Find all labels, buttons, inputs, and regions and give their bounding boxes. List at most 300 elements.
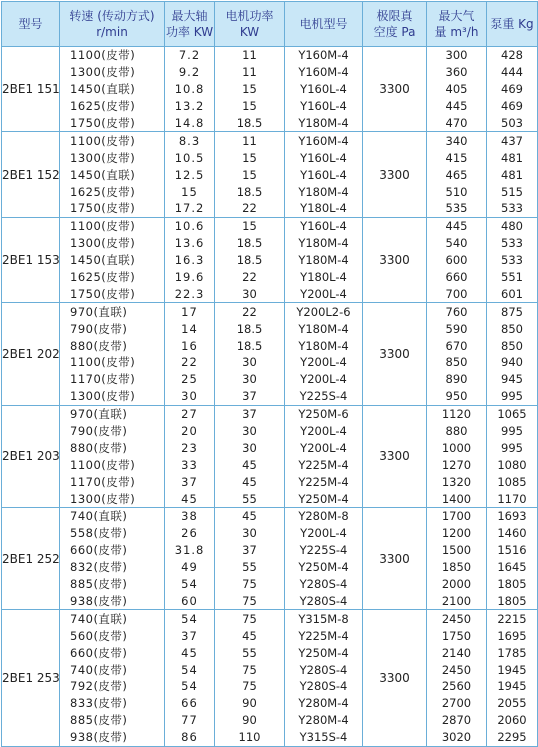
- shaft-cell: 22.3: [165, 285, 215, 302]
- header-flow: 最大气 量 m³/h: [427, 2, 487, 47]
- weight-cell: 1065: [487, 405, 538, 422]
- shaft-cell: 38: [165, 508, 215, 525]
- motor-cell: Y160L-4: [285, 98, 363, 115]
- power-cell: 15: [215, 98, 285, 115]
- power-cell: 37: [215, 405, 285, 422]
- power-cell: 18.5: [215, 235, 285, 252]
- flow-cell: 2000: [427, 576, 487, 593]
- motor-cell: Y180M-4: [285, 183, 363, 200]
- shaft-cell: 14.8: [165, 115, 215, 132]
- power-cell: 90: [215, 712, 285, 729]
- weight-cell: 480: [487, 217, 538, 234]
- vacuum-cell: 3300: [363, 610, 427, 746]
- motor-cell: Y250M-4: [285, 559, 363, 576]
- flow-cell: 300: [427, 47, 487, 64]
- shaft-cell: 20: [165, 423, 215, 440]
- table-row: [2, 644, 538, 661]
- flow-cell: 465: [427, 166, 487, 183]
- speed-cell: 1170(皮带): [60, 371, 165, 388]
- speed-cell: 740(皮带): [60, 661, 165, 678]
- table-row: [2, 456, 538, 473]
- vacuum-cell: 3300: [363, 47, 427, 132]
- speed-cell: 1100(皮带): [60, 354, 165, 371]
- motor-cell: Y225M-4: [285, 627, 363, 644]
- motor-cell: Y180L-4: [285, 200, 363, 217]
- header-model: 型号: [2, 2, 60, 47]
- header-motor-model: 电机型号: [285, 2, 363, 47]
- power-cell: 45: [215, 508, 285, 525]
- vacuum-cell: 3300: [363, 217, 427, 302]
- table-row: [2, 320, 538, 337]
- power-cell: 37: [215, 542, 285, 559]
- weight-cell: 1805: [487, 576, 538, 593]
- table-row: [2, 405, 538, 422]
- table-row: [2, 354, 538, 371]
- model-cell: 2BE1 151: [2, 47, 60, 132]
- table-row: [2, 525, 538, 542]
- shaft-cell: 19.6: [165, 269, 215, 286]
- table-row: [2, 576, 538, 593]
- flow-cell: 2450: [427, 610, 487, 627]
- shaft-cell: 7.2: [165, 47, 215, 64]
- speed-cell: 832(皮带): [60, 559, 165, 576]
- motor-cell: Y200L2-6: [285, 303, 363, 320]
- vacuum-cell: 3300: [363, 303, 427, 405]
- table-row: [2, 81, 538, 98]
- flow-cell: 405: [427, 81, 487, 98]
- flow-cell: 670: [427, 337, 487, 354]
- speed-cell: 792(皮带): [60, 678, 165, 695]
- motor-cell: Y280S-4: [285, 576, 363, 593]
- speed-cell: 1100(皮带): [60, 456, 165, 473]
- speed-cell: 970(直联): [60, 303, 165, 320]
- flow-cell: 360: [427, 64, 487, 81]
- power-cell: 45: [215, 627, 285, 644]
- model-cell: 2BE1 252: [2, 508, 60, 610]
- motor-cell: Y200L-4: [285, 439, 363, 456]
- shaft-cell: 10.8: [165, 81, 215, 98]
- table-row: [2, 729, 538, 746]
- flow-cell: 1000: [427, 439, 487, 456]
- speed-cell: 1450(直联): [60, 252, 165, 269]
- power-cell: 30: [215, 354, 285, 371]
- motor-cell: Y280M-8: [285, 508, 363, 525]
- power-cell: 45: [215, 473, 285, 490]
- flow-cell: 415: [427, 149, 487, 166]
- motor-cell: Y180M-4: [285, 252, 363, 269]
- weight-cell: 940: [487, 354, 538, 371]
- flow-cell: 2140: [427, 644, 487, 661]
- weight-cell: 1945: [487, 661, 538, 678]
- weight-cell: 1516: [487, 542, 538, 559]
- flow-cell: 590: [427, 320, 487, 337]
- power-cell: 75: [215, 661, 285, 678]
- shaft-cell: 30: [165, 388, 215, 405]
- motor-cell: Y160L-4: [285, 166, 363, 183]
- power-cell: 18.5: [215, 183, 285, 200]
- weight-cell: 481: [487, 149, 538, 166]
- table-row: [2, 610, 538, 627]
- motor-cell: Y180L-4: [285, 269, 363, 286]
- flow-cell: 1200: [427, 525, 487, 542]
- weight-cell: 850: [487, 320, 538, 337]
- speed-cell: 740(直联): [60, 508, 165, 525]
- table-row: [2, 542, 538, 559]
- motor-cell: Y200L-4: [285, 525, 363, 542]
- power-cell: 11: [215, 47, 285, 64]
- table-row: [2, 559, 538, 576]
- power-cell: 55: [215, 490, 285, 507]
- shaft-cell: 8.3: [165, 132, 215, 149]
- motor-cell: Y200L-4: [285, 423, 363, 440]
- shaft-cell: 26: [165, 525, 215, 542]
- weight-cell: 995: [487, 423, 538, 440]
- motor-cell: Y225M-4: [285, 473, 363, 490]
- weight-cell: 1805: [487, 593, 538, 610]
- flow-cell: 1270: [427, 456, 487, 473]
- table-row: [2, 200, 538, 217]
- motor-cell: Y280M-4: [285, 695, 363, 712]
- speed-cell: 1100(皮带): [60, 217, 165, 234]
- motor-cell: Y200L-4: [285, 371, 363, 388]
- flow-cell: 760: [427, 303, 487, 320]
- model-cell: 2BE1 253: [2, 610, 60, 746]
- weight-cell: 503: [487, 115, 538, 132]
- shaft-cell: 14: [165, 320, 215, 337]
- power-cell: 75: [215, 610, 285, 627]
- weight-cell: 428: [487, 47, 538, 64]
- flow-cell: 540: [427, 235, 487, 252]
- power-cell: 30: [215, 423, 285, 440]
- motor-cell: Y250M-4: [285, 490, 363, 507]
- table-row: [2, 508, 538, 525]
- power-cell: 15: [215, 166, 285, 183]
- flow-cell: 2560: [427, 678, 487, 695]
- shaft-cell: 17.2: [165, 200, 215, 217]
- power-cell: 75: [215, 678, 285, 695]
- flow-cell: 1120: [427, 405, 487, 422]
- header-vacuum: 极限真 空度 Pa: [363, 2, 427, 47]
- flow-cell: 1700: [427, 508, 487, 525]
- pump-spec-table: [1, 1, 538, 747]
- shaft-cell: 31.8: [165, 542, 215, 559]
- motor-cell: Y180M-4: [285, 320, 363, 337]
- model-cell: 2BE1 202: [2, 303, 60, 405]
- motor-cell: Y280S-4: [285, 661, 363, 678]
- weight-cell: 945: [487, 371, 538, 388]
- table-row: [2, 337, 538, 354]
- weight-cell: 601: [487, 285, 538, 302]
- weight-cell: 533: [487, 235, 538, 252]
- power-cell: 15: [215, 81, 285, 98]
- speed-cell: 970(直联): [60, 405, 165, 422]
- shaft-cell: 54: [165, 678, 215, 695]
- motor-cell: Y200L-4: [285, 285, 363, 302]
- motor-cell: Y160L-4: [285, 217, 363, 234]
- weight-cell: 533: [487, 200, 538, 217]
- flow-cell: 850: [427, 354, 487, 371]
- weight-cell: 1945: [487, 678, 538, 695]
- power-cell: 15: [215, 217, 285, 234]
- shaft-cell: 16.3: [165, 252, 215, 269]
- flow-cell: 3020: [427, 729, 487, 746]
- speed-cell: 885(皮带): [60, 712, 165, 729]
- motor-cell: Y250M-4: [285, 644, 363, 661]
- weight-cell: 469: [487, 98, 538, 115]
- shaft-cell: 45: [165, 490, 215, 507]
- speed-cell: 740(直联): [60, 610, 165, 627]
- power-cell: 45: [215, 456, 285, 473]
- speed-cell: 885(皮带): [60, 576, 165, 593]
- weight-cell: 551: [487, 269, 538, 286]
- table-row: [2, 490, 538, 507]
- table-row: [2, 678, 538, 695]
- table-row: [2, 47, 538, 64]
- table-row: [2, 64, 538, 81]
- flow-cell: 445: [427, 217, 487, 234]
- speed-cell: 938(皮带): [60, 729, 165, 746]
- motor-cell: Y280S-4: [285, 678, 363, 695]
- speed-cell: 1450(直联): [60, 81, 165, 98]
- flow-cell: 1320: [427, 473, 487, 490]
- table-row: [2, 661, 538, 678]
- table-body: [2, 47, 538, 747]
- speed-cell: 1750(皮带): [60, 200, 165, 217]
- speed-cell: 660(皮带): [60, 644, 165, 661]
- speed-cell: 1170(皮带): [60, 473, 165, 490]
- weight-cell: 2295: [487, 729, 538, 746]
- model-cell: 2BE1 203: [2, 405, 60, 507]
- speed-cell: 790(皮带): [60, 423, 165, 440]
- speed-cell: 1750(皮带): [60, 115, 165, 132]
- shaft-cell: 10.6: [165, 217, 215, 234]
- motor-cell: Y225M-4: [285, 456, 363, 473]
- motor-cell: Y160M-4: [285, 47, 363, 64]
- speed-cell: 1450(直联): [60, 166, 165, 183]
- speed-cell: 790(皮带): [60, 320, 165, 337]
- flow-cell: 2100: [427, 593, 487, 610]
- motor-cell: Y160M-4: [285, 132, 363, 149]
- shaft-cell: 77: [165, 712, 215, 729]
- shaft-cell: 23: [165, 439, 215, 456]
- power-cell: 15: [215, 149, 285, 166]
- motor-cell: Y250M-6: [285, 405, 363, 422]
- table-row: [2, 166, 538, 183]
- header-motor-power: 电机功率 KW: [215, 2, 285, 47]
- power-cell: 55: [215, 559, 285, 576]
- table-row: [2, 423, 538, 440]
- power-cell: 18.5: [215, 115, 285, 132]
- flow-cell: 660: [427, 269, 487, 286]
- speed-cell: 880(皮带): [60, 337, 165, 354]
- power-cell: 18.5: [215, 252, 285, 269]
- motor-cell: Y315M-8: [285, 610, 363, 627]
- weight-cell: 995: [487, 439, 538, 456]
- power-cell: 110: [215, 729, 285, 746]
- shaft-cell: 33: [165, 456, 215, 473]
- flow-cell: 510: [427, 183, 487, 200]
- speed-cell: 560(皮带): [60, 627, 165, 644]
- header-weight: 泵重 Kg: [487, 2, 538, 47]
- power-cell: 11: [215, 132, 285, 149]
- speed-cell: 1625(皮带): [60, 269, 165, 286]
- table-row: [2, 439, 538, 456]
- shaft-cell: 54: [165, 661, 215, 678]
- weight-cell: 437: [487, 132, 538, 149]
- shaft-cell: 37: [165, 473, 215, 490]
- weight-cell: 1085: [487, 473, 538, 490]
- speed-cell: 938(皮带): [60, 593, 165, 610]
- flow-cell: 1400: [427, 490, 487, 507]
- weight-cell: 2060: [487, 712, 538, 729]
- shaft-cell: 54: [165, 610, 215, 627]
- flow-cell: 2870: [427, 712, 487, 729]
- power-cell: 22: [215, 269, 285, 286]
- table-row: [2, 593, 538, 610]
- shaft-cell: 37: [165, 627, 215, 644]
- weight-cell: 1693: [487, 508, 538, 525]
- speed-cell: 1300(皮带): [60, 235, 165, 252]
- table-row: [2, 627, 538, 644]
- speed-cell: 1100(皮带): [60, 132, 165, 149]
- model-cell: 2BE1 153: [2, 217, 60, 302]
- weight-cell: 469: [487, 81, 538, 98]
- flow-cell: 950: [427, 388, 487, 405]
- flow-cell: 445: [427, 98, 487, 115]
- power-cell: 90: [215, 695, 285, 712]
- table-row: [2, 269, 538, 286]
- motor-cell: Y180M-4: [285, 115, 363, 132]
- shaft-cell: 49: [165, 559, 215, 576]
- speed-cell: 1625(皮带): [60, 98, 165, 115]
- weight-cell: 1695: [487, 627, 538, 644]
- weight-cell: 1080: [487, 456, 538, 473]
- flow-cell: 880: [427, 423, 487, 440]
- shaft-cell: 12.5: [165, 166, 215, 183]
- table-row: [2, 303, 538, 320]
- shaft-cell: 13.6: [165, 235, 215, 252]
- vacuum-cell: 3300: [363, 508, 427, 610]
- table-row: [2, 285, 538, 302]
- power-cell: 75: [215, 593, 285, 610]
- motor-cell: Y280M-4: [285, 712, 363, 729]
- shaft-cell: 86: [165, 729, 215, 746]
- motor-cell: Y160M-4: [285, 64, 363, 81]
- flow-cell: 470: [427, 115, 487, 132]
- header-shaft-power: 最大轴 功率 KW: [165, 2, 215, 47]
- power-cell: 30: [215, 525, 285, 542]
- weight-cell: 533: [487, 252, 538, 269]
- table-row: [2, 695, 538, 712]
- power-cell: 22: [215, 303, 285, 320]
- table-row: [2, 115, 538, 132]
- shaft-cell: 16: [165, 337, 215, 354]
- flow-cell: 1750: [427, 627, 487, 644]
- speed-cell: 880(皮带): [60, 439, 165, 456]
- motor-cell: Y180M-4: [285, 235, 363, 252]
- shaft-cell: 13.2: [165, 98, 215, 115]
- shaft-cell: 22: [165, 354, 215, 371]
- table-row: [2, 183, 538, 200]
- vacuum-cell: 3300: [363, 132, 427, 217]
- power-cell: 75: [215, 576, 285, 593]
- shaft-cell: 60: [165, 593, 215, 610]
- weight-cell: 481: [487, 166, 538, 183]
- speed-cell: 1300(皮带): [60, 490, 165, 507]
- motor-cell: Y160L-4: [285, 149, 363, 166]
- table-row: [2, 235, 538, 252]
- weight-cell: 875: [487, 303, 538, 320]
- weight-cell: 1170: [487, 490, 538, 507]
- flow-cell: 700: [427, 285, 487, 302]
- weight-cell: 1645: [487, 559, 538, 576]
- power-cell: 30: [215, 371, 285, 388]
- shaft-cell: 17: [165, 303, 215, 320]
- power-cell: 55: [215, 644, 285, 661]
- power-cell: 30: [215, 285, 285, 302]
- weight-cell: 2055: [487, 695, 538, 712]
- shaft-cell: 9.2: [165, 64, 215, 81]
- table-row: [2, 712, 538, 729]
- shaft-cell: 15: [165, 183, 215, 200]
- table-row: [2, 149, 538, 166]
- motor-cell: Y225S-4: [285, 542, 363, 559]
- header-speed: 转速 (传动方式) r/min: [60, 2, 165, 47]
- power-cell: 11: [215, 64, 285, 81]
- table-row: [2, 473, 538, 490]
- speed-cell: 1300(皮带): [60, 64, 165, 81]
- vacuum-cell: 3300: [363, 405, 427, 507]
- model-cell: 2BE1 152: [2, 132, 60, 217]
- shaft-cell: 27: [165, 405, 215, 422]
- table-row: [2, 132, 538, 149]
- motor-cell: Y200L-4: [285, 354, 363, 371]
- motor-cell: Y280S-4: [285, 593, 363, 610]
- motor-cell: Y315S-4: [285, 729, 363, 746]
- power-cell: 18.5: [215, 320, 285, 337]
- weight-cell: 515: [487, 183, 538, 200]
- shaft-cell: 54: [165, 576, 215, 593]
- motor-cell: Y180M-4: [285, 337, 363, 354]
- weight-cell: 1785: [487, 644, 538, 661]
- speed-cell: 1100(皮带): [60, 47, 165, 64]
- speed-cell: 833(皮带): [60, 695, 165, 712]
- power-cell: 30: [215, 439, 285, 456]
- speed-cell: 1300(皮带): [60, 388, 165, 405]
- power-cell: 37: [215, 388, 285, 405]
- shaft-cell: 66: [165, 695, 215, 712]
- header-row: [2, 2, 538, 47]
- shaft-cell: 25: [165, 371, 215, 388]
- speed-cell: 1625(皮带): [60, 183, 165, 200]
- flow-cell: 1500: [427, 542, 487, 559]
- flow-cell: 600: [427, 252, 487, 269]
- table-row: [2, 388, 538, 405]
- flow-cell: 2700: [427, 695, 487, 712]
- flow-cell: 535: [427, 200, 487, 217]
- power-cell: 22: [215, 200, 285, 217]
- shaft-cell: 10.5: [165, 149, 215, 166]
- weight-cell: 850: [487, 337, 538, 354]
- weight-cell: 995: [487, 388, 538, 405]
- speed-cell: 660(皮带): [60, 542, 165, 559]
- speed-cell: 558(皮带): [60, 525, 165, 542]
- power-cell: 18.5: [215, 337, 285, 354]
- table-row: [2, 217, 538, 234]
- motor-cell: Y225S-4: [285, 388, 363, 405]
- speed-cell: 1750(皮带): [60, 285, 165, 302]
- flow-cell: 890: [427, 371, 487, 388]
